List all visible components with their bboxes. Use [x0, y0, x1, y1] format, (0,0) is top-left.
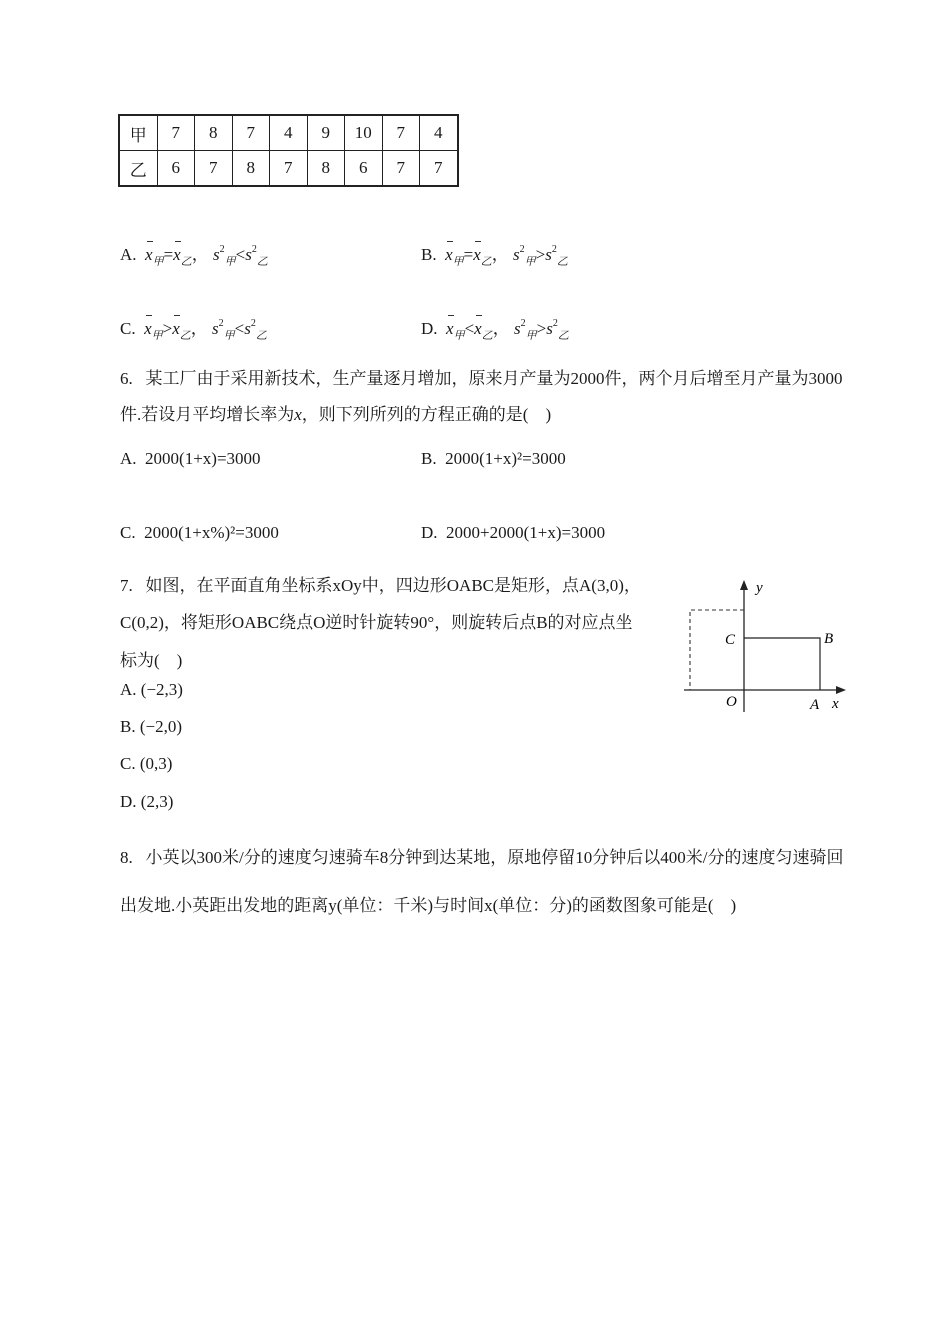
row-label: 甲	[119, 115, 157, 151]
q5-option-a: A. $x_甲=x_乙$， $s^2_甲<s^2_乙$	[120, 244, 268, 268]
q7-option-a: A. (−2,3)	[120, 680, 183, 699]
table-cell: 7	[157, 115, 195, 151]
q8-stem-line1: 8. 小英以300米/分的速度匀速骑车8分钟到达某地，原地停留10分钟后以400米/分的速度匀速骑回	[120, 848, 844, 867]
score-table	[118, 114, 459, 187]
q5-option-b: B. $x_甲=x_乙$， $s^2_甲>s^2_乙$	[421, 244, 568, 268]
a-label: A	[810, 697, 820, 713]
table-cell: 8	[195, 115, 233, 151]
y-label: y	[756, 580, 763, 596]
table-cell: 8	[232, 151, 270, 187]
b-label: B	[824, 631, 834, 647]
table-cell: 4	[420, 115, 458, 151]
q6-option-c: C. 2000(1+x%)²=3000	[120, 523, 279, 542]
q5-option-c: C. $x_甲>x_乙$， $s^2_甲<s^2_乙$	[120, 318, 267, 342]
q6-stem-line1: 6. 某工厂由于采用新技术，生产量逐月增加，原来月产量为2000件，两个月后增至月产量为3000	[120, 369, 843, 388]
row-label: 乙	[119, 151, 157, 187]
c-label: C	[725, 632, 736, 648]
table-row-yi	[119, 151, 458, 187]
rotated-rectangle	[690, 610, 744, 690]
table-cell: 9	[307, 115, 345, 151]
q7-stem-line3: 标为( )	[120, 651, 183, 670]
table-cell: 6	[157, 151, 195, 187]
q7-stem-line1: 7. 如图，在平面直角坐标系xOy中，四边形OABC是矩形，点A(3,0)，	[120, 576, 641, 595]
q6-option-b: B. 2000(1+x)²=3000	[421, 449, 566, 468]
table-cell: 7	[270, 151, 308, 187]
o-label: O	[726, 694, 737, 710]
q6-option-a: A. 2000(1+x)=3000	[120, 449, 261, 468]
q5-option-d: D. $x_甲<x_乙$， $s^2_甲>s^2_乙$	[421, 318, 569, 342]
table-row-jia	[119, 115, 458, 151]
table-cell: 8	[307, 151, 345, 187]
table-cell: 10	[345, 115, 383, 151]
table-cell: 7	[195, 151, 233, 187]
q7-option-b: B. (−2,0)	[120, 717, 183, 736]
x-label: x	[832, 696, 839, 712]
table-cell: 7	[382, 151, 420, 187]
q7-option-d: D. (2,3)	[120, 792, 174, 811]
q8-stem-line2: 出发地.小英距出发地的距离y(单位：千米)与时间x(单位：分)的函数图象可能是( )	[120, 896, 737, 915]
table-cell: 4	[270, 115, 308, 151]
q6-option-d: D. 2000+2000(1+x)=3000	[421, 523, 606, 542]
q6-stem-line2: 件.若设月平均增长率为x，则下列所列的方程正确的是( )	[120, 405, 552, 424]
table-cell: 6	[345, 151, 383, 187]
q7-stem-line2: C(0,2)，将矩形OABC绕点O逆时针旋转90°，则旋转后点B的对应点坐	[120, 613, 633, 632]
y-axis-arrow	[740, 580, 748, 590]
q7-option-c: C. (0,3)	[120, 754, 173, 773]
table-cell: 7	[232, 115, 270, 151]
table-cell: 7	[382, 115, 420, 151]
x-axis-arrow	[836, 686, 846, 694]
q7-coordinate-figure	[680, 572, 860, 717]
table-cell: 7	[420, 151, 458, 187]
rectangle-oabc	[744, 638, 820, 690]
